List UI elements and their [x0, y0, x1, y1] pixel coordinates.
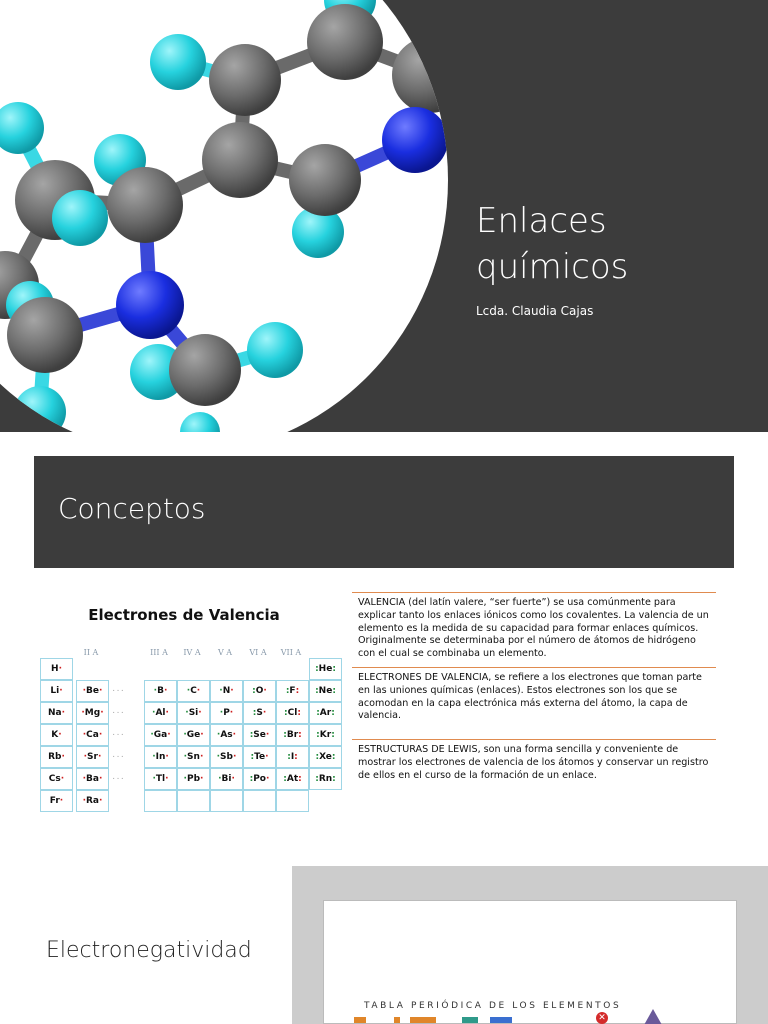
electron-dots: :	[250, 752, 255, 762]
element-symbol: Fr	[49, 796, 60, 806]
element-symbol: Kr	[319, 730, 332, 740]
electron-dots: :	[283, 774, 287, 784]
element-cell-he	[309, 658, 342, 680]
element-cell-be	[76, 680, 109, 702]
element-symbol: I	[290, 752, 295, 762]
element-cell-ba	[76, 768, 109, 790]
element-symbol: K	[51, 730, 59, 740]
element-cell-f	[276, 680, 309, 702]
element-cell-al	[144, 702, 177, 724]
element-symbol: Pb	[186, 774, 201, 784]
group-label: III A	[150, 648, 168, 657]
electron-dots: :	[249, 730, 254, 740]
element-symbol: Li	[50, 686, 60, 696]
element-cell-as	[210, 724, 243, 746]
electron-dots: ·	[200, 774, 204, 784]
element-symbol: P	[223, 708, 230, 718]
electronegativity-title: Electronegatividad	[46, 938, 252, 963]
electron-dots: ·	[163, 686, 168, 696]
electron-dots: :	[332, 686, 336, 696]
element-symbol: Tl	[155, 774, 166, 784]
group-label: II A	[83, 648, 99, 657]
element-symbol: Rn	[318, 774, 333, 784]
electron-dots: :	[252, 708, 257, 718]
element-cell-mg	[76, 702, 109, 724]
element-cell-in	[144, 746, 177, 768]
element-symbol: S	[256, 708, 263, 718]
electron-dots: ·	[100, 708, 104, 718]
electron-dots: ·	[152, 708, 156, 718]
element-symbol: Br	[286, 730, 299, 740]
element-cell-ne	[309, 680, 342, 702]
hydrogen-atom	[150, 34, 206, 90]
electron-dots: ·	[232, 752, 237, 762]
group-label: IV A	[183, 648, 201, 657]
element-symbol: Cl	[287, 708, 298, 718]
electron-dots: ·	[199, 752, 204, 762]
element-symbol: Mg	[84, 708, 101, 718]
electron-dots: ·	[58, 664, 62, 674]
element-cell-rb	[40, 746, 73, 768]
carbon-atom	[209, 44, 281, 116]
element-cell-fr	[40, 790, 73, 812]
element-symbol: N	[222, 686, 231, 696]
element-cell-cl	[276, 702, 309, 724]
electron-dots: ·	[265, 752, 269, 762]
electron-dots: ·	[219, 708, 224, 718]
close-icon: ✕	[596, 1012, 608, 1024]
electron-dots: ·	[165, 774, 169, 784]
element-cell-kr	[309, 724, 342, 746]
carbon-atom	[202, 122, 278, 198]
electron-dots: :	[315, 664, 319, 674]
electron-dots: :	[332, 664, 336, 674]
electron-dots: ·	[198, 708, 202, 718]
electron-dots: :	[332, 774, 336, 784]
slide-title	[476, 198, 756, 290]
element-cell-se	[243, 724, 276, 746]
electron-dots: ·	[82, 796, 86, 806]
electron-dots: ·	[230, 686, 234, 696]
electron-dots: ·	[165, 708, 169, 718]
legend-color-chip	[394, 1017, 400, 1023]
electron-dots: ·	[81, 708, 85, 718]
element-cell-b	[144, 680, 177, 702]
element-symbol: Bi	[221, 774, 232, 784]
element-symbol: H	[51, 664, 59, 674]
electron-dots: ·	[196, 686, 201, 696]
element-cell-na	[40, 702, 73, 724]
electron-dots: ·	[59, 796, 64, 806]
hydrogen-atom	[247, 322, 303, 378]
gap-marker: ···	[112, 751, 125, 762]
element-symbol: Ba	[86, 774, 99, 784]
element-symbol: At	[286, 774, 299, 784]
electron-dots: ·	[219, 686, 223, 696]
empty-cell	[210, 790, 243, 812]
element-cell-cs	[40, 768, 73, 790]
slide-title-line-2: químicos	[476, 247, 629, 287]
electron-dots: :	[315, 752, 320, 762]
nitrogen-atom	[116, 271, 184, 339]
electron-dots: ·	[183, 774, 187, 784]
electron-dots: ·	[165, 752, 169, 762]
element-symbol: Ar	[319, 708, 332, 718]
carbon-atom	[289, 144, 361, 216]
element-cell-rn	[309, 768, 342, 790]
element-cell-i	[276, 746, 309, 768]
electron-dots: ·	[185, 708, 189, 718]
electron-dots: :	[284, 708, 288, 718]
element-symbol: He	[318, 664, 333, 674]
electron-dots: ·	[262, 708, 267, 718]
carbon-atom	[7, 297, 83, 373]
electron-dots: :	[316, 708, 320, 718]
element-cell-li	[40, 680, 73, 702]
element-symbol: F	[289, 686, 296, 696]
electron-dots: ·	[216, 730, 221, 740]
concepts-title: Conceptos	[58, 492, 206, 525]
element-symbol: Ra	[85, 796, 99, 806]
element-symbol: Sb	[220, 752, 233, 762]
element-cell-sn	[177, 746, 210, 768]
electron-dots: ·	[152, 752, 156, 762]
element-symbol: Ge	[186, 730, 201, 740]
legend-color-chip	[462, 1017, 478, 1023]
element-cell-at	[276, 768, 309, 790]
element-symbol: Po	[253, 774, 266, 784]
carbon-atom	[107, 167, 183, 243]
electron-dots: ·	[58, 730, 62, 740]
group-label: VII A	[280, 648, 302, 657]
electron-dots: ·	[61, 752, 65, 762]
element-cell-k	[40, 724, 73, 746]
definition-valencia: VALENCIA (del latín valere, “ser fuerte”) se usa comúnmente para explicar tanto los enlaces iónicos como los covalentes. La valencia de un elemento es la medida de su capacidad para formar enlaces químicos. Originalmente se determinaba por el número de átomos de hidrógeno con el cual se combinaba un elemento.	[358, 597, 709, 660]
electron-dots: :	[285, 686, 290, 696]
element-cell-si	[177, 702, 210, 724]
element-cell-p	[210, 702, 243, 724]
electron-dots: :	[315, 774, 319, 784]
element-cell-tl	[144, 768, 177, 790]
legend-color-chip	[410, 1017, 436, 1023]
element-cell-po	[243, 768, 276, 790]
element-symbol: Ne	[318, 686, 333, 696]
electron-dots: ·	[183, 752, 188, 762]
electron-dots: ·	[186, 686, 191, 696]
empty-cell	[276, 790, 309, 812]
element-symbol: B	[157, 686, 164, 696]
electron-dots: :	[252, 686, 256, 696]
definitions-panel	[352, 592, 716, 789]
element-symbol: Rb	[48, 752, 62, 762]
slide-author: Lcda. Claudia Cajas	[476, 304, 594, 318]
element-symbol: O	[255, 686, 264, 696]
electron-dots: ·	[153, 686, 158, 696]
definition-electrones-de-valencia: ELECTRONES DE VALENCIA, se refiere a los electrones que toman parte en las uniones químicas (enlaces). Estos electrones son los que se acomodan en la capa electrónica más externa del átomo, la capa de valencia.	[358, 671, 702, 722]
periodic-table-title: TABLA PERIÓDICA DE LOS ELEMENTOS	[364, 1001, 622, 1011]
element-cell-ca	[76, 724, 109, 746]
electron-dots: :	[316, 730, 320, 740]
element-symbol: Se	[253, 730, 266, 740]
electron-dots: ·	[167, 730, 171, 740]
element-symbol: Cs	[48, 774, 61, 784]
nitrogen-atom	[382, 107, 448, 173]
element-cell-pb	[177, 768, 210, 790]
electron-dots: :	[283, 730, 287, 740]
electron-dots: :	[287, 752, 291, 762]
element-symbol: Al	[155, 708, 166, 718]
element-cell-ge	[177, 724, 210, 746]
electron-dots: ·	[232, 730, 237, 740]
element-symbol: Ca	[86, 730, 99, 740]
element-cell-h	[40, 658, 73, 680]
group-label: V A	[217, 648, 233, 657]
concepts-slide	[0, 432, 768, 864]
electron-dots: ·	[82, 686, 87, 696]
electron-dots: ·	[265, 774, 270, 784]
legend-color-chip	[354, 1017, 366, 1023]
electron-dots: ·	[83, 752, 88, 762]
electron-dots: :	[295, 686, 300, 696]
element-symbol: C	[190, 686, 197, 696]
electron-dots: :	[249, 774, 254, 784]
electron-dots: ·	[216, 752, 221, 762]
element-symbol: In	[155, 752, 166, 762]
legend-color-chip	[490, 1017, 512, 1023]
triangle-icon	[644, 1009, 662, 1024]
element-cell-c	[177, 680, 210, 702]
element-cell-s	[243, 702, 276, 724]
element-cell-sb	[210, 746, 243, 768]
definition-estructuras-de-lewis: ESTRUCTURAS DE LEWIS, son una forma sencilla y conveniente de mostrar los electrones de valencia de los átomos y conservar un registro de ellos en el curso de la formación de un enlace.	[358, 744, 709, 781]
element-cell-te	[243, 746, 276, 768]
element-symbol: Be	[86, 686, 99, 696]
electron-dots: ·	[82, 774, 87, 784]
element-symbol: Na	[47, 708, 62, 718]
element-cell-ar	[309, 702, 342, 724]
element-symbol: Sn	[187, 752, 200, 762]
empty-cell	[144, 790, 177, 812]
empty-cell	[177, 790, 210, 812]
figure-title: Electrones de Valencia	[88, 606, 280, 624]
title-slide	[0, 0, 768, 432]
electron-dots: ·	[183, 730, 187, 740]
element-symbol: Si	[188, 708, 199, 718]
electron-dots: ·	[97, 752, 102, 762]
electron-dots: :	[298, 730, 302, 740]
element-symbol: Sr	[87, 752, 98, 762]
electron-dots: ·	[98, 730, 103, 740]
carbon-atom	[307, 4, 383, 80]
electron-dots: :	[294, 752, 298, 762]
carbon-atom	[392, 37, 468, 113]
electron-dots: ·	[152, 774, 156, 784]
carbon-atom	[169, 334, 241, 406]
valence-electrons-table-figure	[38, 602, 338, 806]
gap-marker: ···	[112, 729, 125, 740]
electronegativity-slide	[0, 864, 768, 1024]
group-label: VI A	[249, 648, 267, 657]
electron-dots: :	[331, 752, 336, 762]
element-symbol: Te	[254, 752, 266, 762]
gap-marker: ···	[112, 685, 125, 696]
gap-marker: ···	[112, 773, 125, 784]
electron-dots: ·	[60, 774, 65, 784]
electron-dots: :	[331, 708, 335, 718]
electron-dots: ·	[218, 774, 222, 784]
electron-dots: :	[331, 730, 335, 740]
electron-dots: ·	[263, 686, 267, 696]
empty-cell	[243, 790, 276, 812]
electron-dots: :	[297, 708, 301, 718]
electron-dots: ·	[200, 730, 204, 740]
element-cell-xe	[309, 746, 342, 768]
electron-dots: ·	[231, 774, 235, 784]
hydrogen-atom	[52, 190, 108, 246]
electron-dots: ·	[59, 686, 63, 696]
electron-dots: ·	[98, 774, 103, 784]
element-cell-ra	[76, 790, 109, 812]
electron-dots: ·	[98, 686, 103, 696]
element-cell-br	[276, 724, 309, 746]
electron-dots: ·	[82, 730, 87, 740]
concepts-header-bar	[34, 456, 734, 568]
element-cell-n	[210, 680, 243, 702]
electron-dots: ·	[229, 708, 234, 718]
electron-dots: ·	[150, 730, 154, 740]
element-cell-o	[243, 680, 276, 702]
electron-dots: ·	[99, 796, 103, 806]
element-cell-sr	[76, 746, 109, 768]
element-cell-bi	[210, 768, 243, 790]
electron-dots: :	[315, 686, 319, 696]
element-symbol: Xe	[319, 752, 332, 762]
electron-dots: :	[298, 774, 302, 784]
electron-dots: ·	[265, 730, 270, 740]
title-block	[476, 198, 756, 318]
periodic-table-image	[323, 900, 737, 1024]
element-cell-ga	[144, 724, 177, 746]
element-symbol: As	[220, 730, 233, 740]
electron-dots: ·	[61, 708, 66, 718]
element-symbol: Ga	[153, 730, 168, 740]
slide-title-line-1: Enlaces	[476, 201, 607, 241]
gap-marker: ···	[112, 707, 125, 718]
